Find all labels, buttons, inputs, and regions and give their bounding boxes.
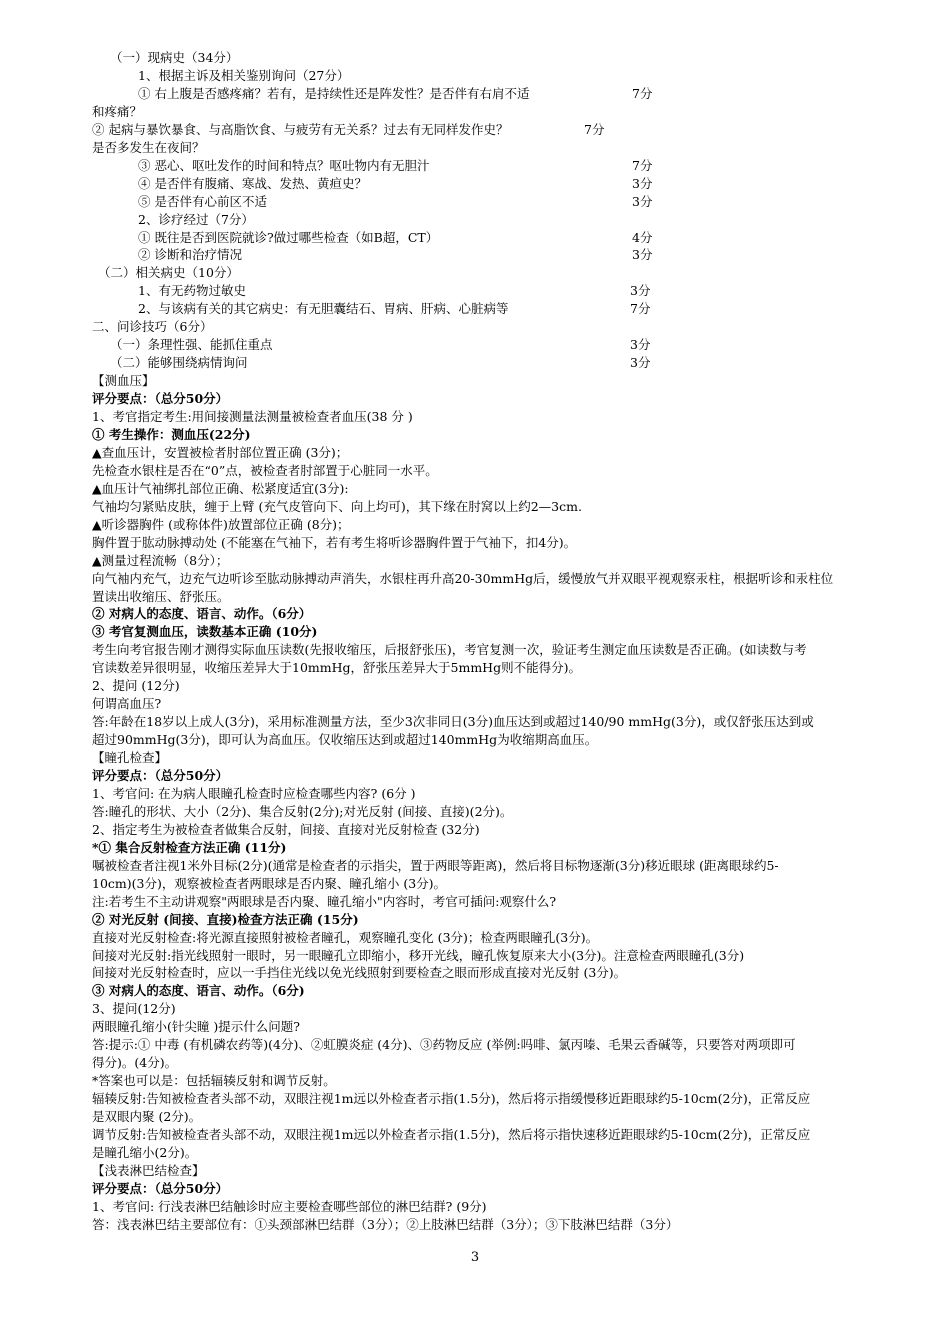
text-line: 超过90mmHg(3分)，即可认为高血压。仅收缩压达到或超过140mmHg为收缩期高血压。 bbox=[92, 732, 598, 748]
text-line: 向气袖内充气，边充气边听诊至肱动脉搏动声消失，水银柱再升高20-30mmHg后，缓慢放气并双眼平视观察汞柱，根据听诊和汞柱位 bbox=[92, 570, 834, 586]
text-line: 官读数差异很明显，收缩压差异大于10mmHg，舒张压差异大于5mmHg则不能得分)。 bbox=[92, 660, 581, 676]
text-line: 嘱被检查者注视1米外目标(2分)(通常是检查者的示指尖，置于两眼等距离)，然后将目标物逐渐(3分)移近眼球 (距离眼球约5- bbox=[92, 857, 779, 873]
text-line: ② 对光反射 (间接、直接)检查方法正确 (15分) bbox=[92, 911, 359, 927]
text-line: （二）相关病史（10分） bbox=[98, 265, 239, 281]
text-line: *答案也可以是：包括辐辏反射和调节反射。 bbox=[92, 1073, 336, 1089]
text-line: ▲测量过程流畅（8分）； bbox=[92, 552, 229, 568]
text-line: 气袖均匀紧贴皮肤，缠于上臂 (充气皮管向下、向上均可)，其下缘在肘窝以上约2—3cm. bbox=[92, 498, 582, 514]
text-line: 答:年龄在18岁以上成人(3分)，采用标准测量方法，至少3次非同日(3分)血压达到或超过140/90 mmHg(3分)，或仅舒张压达到或 bbox=[92, 714, 814, 730]
text-line: ② 起病与暴饮暴食、与高脂饮食、与疲劳有无关系？过去有无同样发作史？ bbox=[92, 121, 509, 137]
score-label: 3分 bbox=[632, 193, 653, 209]
score-label: 7分 bbox=[632, 85, 653, 101]
text-line: ③ 恶心、呕吐发作的时间和特点？呕吐物内有无胆汁 bbox=[138, 157, 430, 173]
text-line: ▲血压计气袖绑扎部位正确、松紧度适宜(3分): bbox=[92, 480, 349, 496]
text-line: 2、与该病有关的其它病史：有无胆囊结石、胃病、肝病、心脏病等 bbox=[138, 301, 509, 317]
score-label: 7分 bbox=[630, 301, 651, 317]
text-line: （一）现病史（34分） bbox=[110, 50, 239, 65]
text-line: 答:提示:① 中毒 (有机磷农药等)(4分)、②虹膜炎症 (4分)、③药物反应 (举例:吗啡、氯丙嗪、毛果云香碱等，只要答对两项即可 bbox=[92, 1037, 796, 1053]
text-line: 二、问诊技巧（6分） bbox=[92, 319, 213, 335]
text-line: 置读出收缩压、舒张压。 bbox=[92, 588, 230, 604]
text-line: 【测血压】 bbox=[92, 373, 155, 389]
text-line: 是双眼内聚 (2分)。 bbox=[92, 1109, 202, 1125]
score-label: 7分 bbox=[584, 121, 605, 137]
text-line: 评分要点：（总分50分） bbox=[92, 391, 229, 407]
text-line: 1、有无药物过敏史 bbox=[138, 283, 246, 299]
text-line: 评分要点：（总分50分） bbox=[92, 768, 229, 783]
text-line: 2、指定考生为被检查者做集合反射，间接、直接对光反射检查 (32分) bbox=[92, 821, 480, 837]
text-line: 得分)。(4分)。 bbox=[92, 1055, 178, 1071]
text-line: ② 诊断和治疗情况 bbox=[138, 247, 242, 263]
text-line: 1、考官指定考生:用间接测量法测量被检查者血压(38 分 ) bbox=[92, 409, 413, 424]
page-number: 3 bbox=[470, 1250, 480, 1265]
text-line: 考生向考官报告刚才测得实际血压读数(先报收缩压，后报舒张压)，考官复测一次，验证考生测定血压读数是否正确。(如读数与考 bbox=[92, 642, 807, 658]
text-line: 何谓高血压? bbox=[92, 696, 162, 712]
text-line: 答：浅表淋巴结主要部位有：①头颈部淋巴结群（3分）；②上肢淋巴结群（3分）；③下肢淋巴结群（3分） bbox=[92, 1216, 679, 1232]
text-line: 答:瞳孔的形状、大小（2分)、集合反射(2分);对光反射 (间接、直接)(2分)。 bbox=[92, 803, 513, 819]
text-line: 间接对光反射:指光线照射一眼时，另一眼瞳孔立即缩小，移开光线，瞳孔恢复原来大小(3分)。注意检查两眼瞳孔(3分) bbox=[92, 947, 745, 963]
text-line: 先检查水银柱是否在“0”点，被检查者肘部置于心脏同一水平。 bbox=[92, 462, 438, 478]
text-line: ③ 对病人的态度、语言、动作。（6分) bbox=[92, 983, 305, 999]
text-line: *① 集合反射检查方法正确 (11分) bbox=[92, 839, 287, 855]
text-line: 1、考官问: 行浅表淋巴结触诊时应主要检查哪些部位的淋巴结群? (9分) bbox=[92, 1198, 487, 1214]
text-line: 评分要点：（总分50分） bbox=[92, 1180, 229, 1196]
score-label: 3分 bbox=[632, 175, 653, 191]
score-label: 7分 bbox=[632, 157, 653, 173]
text-line: 是瞳孔缩小(2分)。 bbox=[92, 1144, 198, 1160]
text-line: 辐辏反射:告知被检查者头部不动，双眼注视1m远以外检查者示指(1.5分)，然后将示指缓慢移近距眼球约5-10cm(2分)，正常反应 bbox=[92, 1091, 811, 1107]
score-label: 3分 bbox=[630, 283, 651, 299]
text-line: 10cm)(3分)，观察被检查者两眼球是否内聚、瞳孔缩小 (3分)。 bbox=[92, 875, 447, 891]
text-line: 两眼瞳孔缩小(针尖瞳 )提示什么问题? bbox=[92, 1019, 300, 1035]
text-line: 【浅表淋巴结检查】 bbox=[92, 1162, 205, 1178]
text-line: ④ 是否伴有腹痛、寒战、发热、黄疸史？ bbox=[138, 175, 367, 191]
text-line: ① 右上腹是否感疼痛？若有，是持续性还是阵发性？是否伴有右肩不适 bbox=[138, 85, 530, 101]
text-line: 间接对光反射检查时，应以一手挡住光线以免光线照射到要检查之眼而形成直接对光反射 (3分)。 bbox=[92, 965, 627, 981]
text-line: （二）能够围绕病情询问 bbox=[110, 355, 248, 371]
text-line: ▲听诊器胸件 (或称体件)放置部位正确 (8分)； bbox=[92, 516, 350, 532]
text-line: ⑤ 是否伴有心前区不适 bbox=[138, 193, 267, 209]
text-line: ① 考生操作：测血压(22分) bbox=[92, 426, 251, 442]
text-line: 3、提问(12分) bbox=[92, 1001, 176, 1017]
text-line: ③ 考官复测血压，读数基本正确 (10分) bbox=[92, 624, 318, 640]
score-label: 3分 bbox=[630, 355, 651, 371]
text-line: 注:若考生不主动讲观察"两眼球是否内聚、瞳孔缩小"内容时，考官可插问:观察什么? bbox=[92, 893, 557, 909]
text-line: ▲查血压计，安置被检者肘部位置正确 (3分)； bbox=[92, 444, 349, 460]
text-line: 直接对光反射检查:将光源直接照射被检者瞳孔，观察瞳孔变化 (3分)；检查两眼瞳孔(3分)。 bbox=[92, 929, 599, 945]
text-line: ② 对病人的态度、语言、动作。（6分） bbox=[92, 606, 312, 622]
text-line: 2、诊疗经过（7分） bbox=[138, 211, 254, 227]
text-line: 1、根据主诉及相关鉴别询问（27分） bbox=[138, 67, 350, 83]
text-line: （一）条理性强、能抓住重点 bbox=[110, 337, 273, 353]
text-line: 胸件置于肱动脉搏动处 (不能塞在气袖下，若有考生将听诊器胸件置于气袖下，扣4分)。 bbox=[92, 534, 577, 550]
text-line: 【瞳孔检查】 bbox=[92, 750, 168, 766]
score-label: 3分 bbox=[630, 337, 651, 353]
text-line: 1、考官问: 在为病人眼瞳孔检查时应检查哪些内容? (6分 ) bbox=[92, 785, 416, 801]
text-line: ① 既往是否到医院就诊?做过哪些检查（如B超，CT） bbox=[138, 229, 439, 245]
text-line: 和疼痛？ bbox=[92, 103, 143, 119]
text-line: 2、提问 (12分) bbox=[92, 678, 180, 694]
text-line: 调节反射:告知被检查者头部不动，双眼注视1m远以外检查者示指(1.5分)，然后将示指快速移近距眼球约5-10cm(2分)，正常反应 bbox=[92, 1127, 811, 1142]
score-label: 3分 bbox=[632, 247, 653, 263]
score-label: 4分 bbox=[632, 229, 653, 245]
text-line: 是否多发生在夜间？ bbox=[92, 139, 205, 155]
